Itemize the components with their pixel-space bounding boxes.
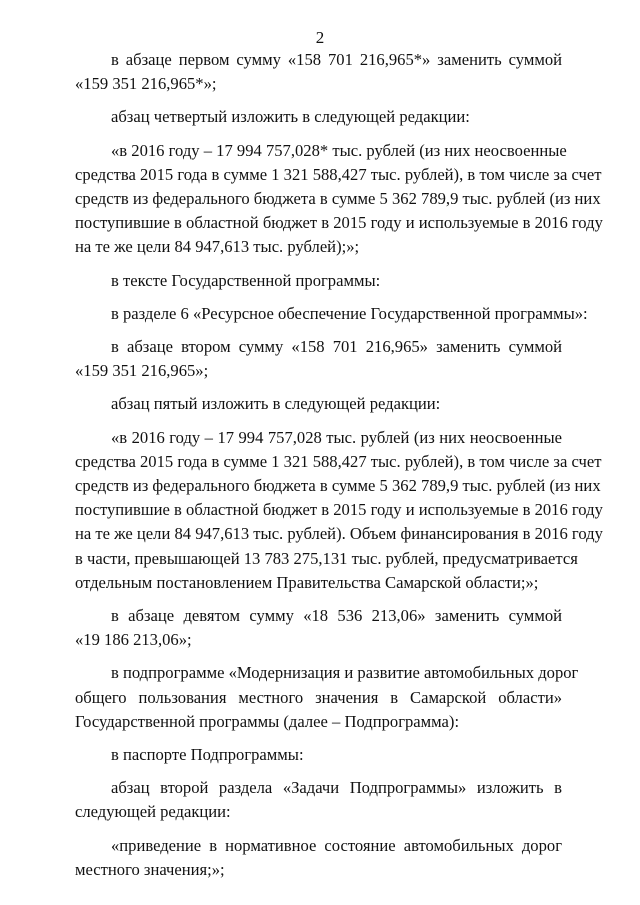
text-line: на те же цели 84 947,613 тыс. рублей). Объем финансирования в 2016 году xyxy=(75,524,603,544)
text-line: в абзаце втором сумму «158 701 216,965» заменить суммой xyxy=(111,337,562,357)
text-line: в паспорте Подпрограммы: xyxy=(111,745,304,765)
text-line: поступившие в областной бюджет в 2015 году и используемые в 2016 году xyxy=(75,500,603,520)
paragraph xyxy=(75,661,579,734)
text-line: средств из федерального бюджета в сумме 5 362 789,9 тыс. рублей (из них xyxy=(75,476,601,496)
text-line: средства 2015 года в сумме 1 321 588,427 тыс. рублей), в том числе за счет xyxy=(75,451,602,471)
text-line: «в 2016 году – 17 994 757,028 тыс. рублей (из них неосвоенные xyxy=(111,427,562,447)
paragraph xyxy=(75,426,603,595)
paragraph xyxy=(75,776,562,824)
text-line: абзац второй раздела «Задачи Подпрограммы» изложить в xyxy=(111,778,562,798)
text-line: в абзаце первом сумму «158 701 216,965*» заменить суммой xyxy=(111,50,562,69)
document-body xyxy=(75,48,603,882)
paragraph xyxy=(75,105,562,129)
paragraph xyxy=(75,604,562,652)
paragraph xyxy=(75,48,562,96)
paragraph xyxy=(75,269,562,293)
text-line: в подпрограмме «Модернизация и развитие автомобильных дорог xyxy=(111,663,579,683)
text-line: общего пользования местного значения в Самарской области» xyxy=(75,687,562,707)
text-line: Государственной программы (далее – Подпрограмма): xyxy=(75,711,460,731)
text-line: «159 351 216,965»; xyxy=(75,361,209,381)
text-line: поступившие в областной бюджет в 2015 году и используемые в 2016 году xyxy=(75,213,603,233)
text-line: следующей редакции: xyxy=(75,802,231,822)
text-line: в тексте Государственной программы: xyxy=(111,270,381,290)
text-line: «приведение в нормативное состояние автомобильных дорог xyxy=(111,835,562,855)
text-line: «в 2016 году – 17 994 757,028* тыс. рублей (из них неосвоенные xyxy=(111,140,567,160)
text-line: в абзаце девятом сумму «18 536 213,06» заменить суммой xyxy=(111,606,562,626)
paragraph xyxy=(75,834,562,882)
text-line: в части, превышающей 13 783 275,131 тыс. рублей, предусматривается xyxy=(75,548,578,568)
text-line: абзац четвертый изложить в следующей редакции: xyxy=(111,107,470,127)
paragraph xyxy=(75,743,562,767)
text-line: абзац пятый изложить в следующей редакции: xyxy=(111,394,441,414)
paragraph xyxy=(75,392,562,416)
text-line: «159 351 216,965*»; xyxy=(75,74,217,94)
text-line: «19 186 213,06»; xyxy=(75,630,192,650)
text-line: отдельным постановлением Правительства Самарской области;»; xyxy=(75,572,539,592)
text-line: на те же цели 84 947,613 тыс. рублей);»; xyxy=(75,237,360,257)
paragraph xyxy=(75,139,603,260)
text-line: средства 2015 года в сумме 1 321 588,427 тыс. рублей), в том числе за счет xyxy=(75,164,602,184)
text-line: средств из федерального бюджета в сумме 5 362 789,9 тыс. рублей (из них xyxy=(75,189,601,209)
text-line: местного значения;»; xyxy=(75,859,225,879)
paragraph xyxy=(75,335,562,383)
text-line: в разделе 6 «Ресурсное обеспечение Государственной программы»: xyxy=(111,303,588,323)
paragraph xyxy=(75,302,588,326)
page-number: 2 xyxy=(315,28,325,47)
